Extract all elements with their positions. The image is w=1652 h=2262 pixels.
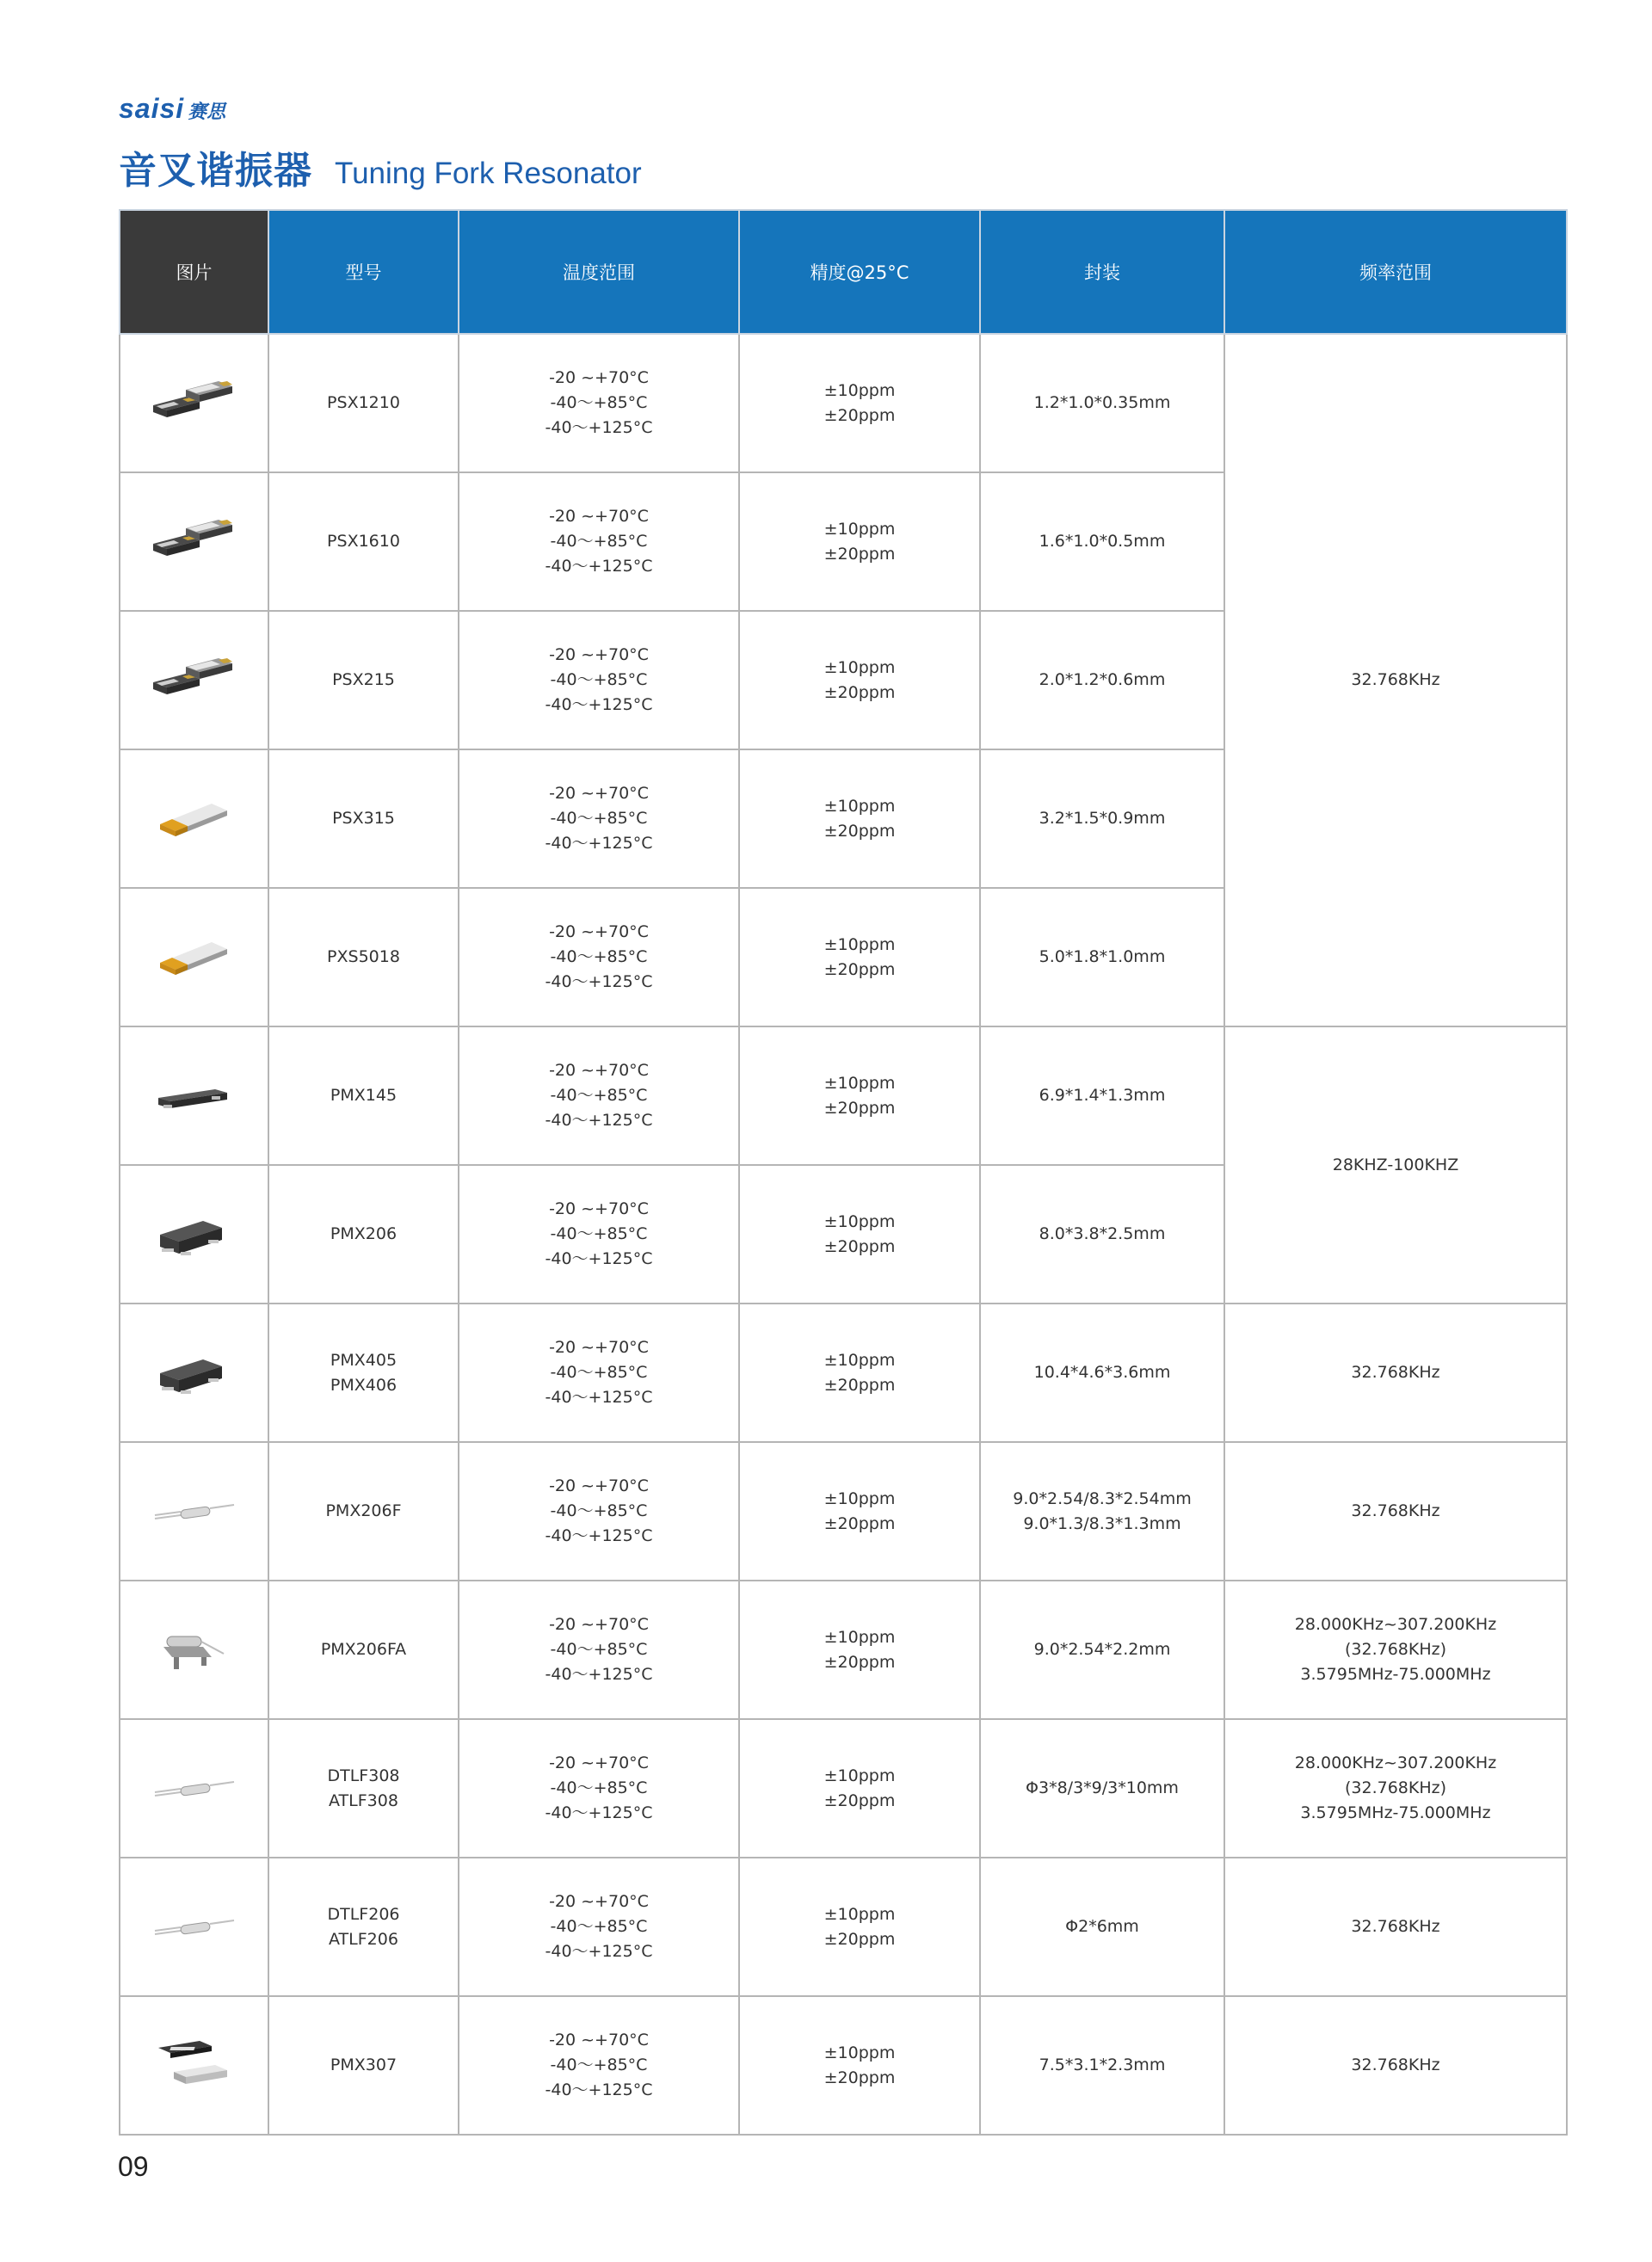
temperature-line: -40～+125°C: [545, 695, 653, 714]
table-row: [120, 1858, 1567, 1996]
package-cell: [980, 1719, 1224, 1858]
page-title: [119, 139, 642, 194]
package-line: 3.2*1.5*0.9mm: [1039, 809, 1166, 828]
table-row: [120, 1304, 1567, 1442]
temperature-line: -40～+85°C: [550, 1224, 648, 1243]
model-line: ATLF206: [329, 1929, 398, 1949]
header-accuracy: 精度@25°C: [739, 210, 980, 334]
accuracy-line: ±20ppm: [823, 959, 896, 979]
package-line: Φ2*6mm: [1065, 1917, 1139, 1936]
product-spec-table: [119, 209, 1568, 2136]
temperature-line: -20 ~+70°C: [549, 922, 649, 941]
product-image-cell: [120, 1165, 268, 1304]
model-cell: [268, 472, 459, 611]
plastic-smd-block-icon: [120, 1209, 268, 1260]
accuracy-cell: [739, 334, 980, 472]
cylinder-leaded-icon: [120, 1763, 268, 1815]
accuracy-line: ±20ppm: [823, 1098, 896, 1118]
model-line: PSX1210: [327, 393, 400, 412]
accuracy-line: ±10ppm: [823, 380, 896, 400]
accuracy-line: ±20ppm: [823, 2068, 896, 2087]
product-image-cell: [120, 611, 268, 749]
package-line: 2.0*1.2*0.6mm: [1039, 670, 1166, 689]
temperature-line: -40～+85°C: [550, 532, 648, 551]
frequency-line: 32.768KHz: [1351, 670, 1440, 689]
frequency-line: 28.000KHz~307.200KHz: [1294, 1615, 1497, 1634]
accuracy-line: ±20ppm: [823, 405, 896, 425]
accuracy-cell: [739, 1165, 980, 1304]
temperature-line: -40～+125°C: [545, 1665, 653, 1684]
temperature-cell: [459, 1026, 739, 1165]
temperature-line: -40～+125°C: [545, 1803, 653, 1822]
header-temperature: 温度范围: [459, 210, 739, 334]
temperature-line: -40～+125°C: [545, 1526, 653, 1545]
frequency-line: 28.000KHz~307.200KHz: [1294, 1754, 1497, 1772]
frequency-line: 32.768KHz: [1351, 1917, 1440, 1936]
model-line: DTLF308: [327, 1766, 400, 1785]
package-cell: [980, 1581, 1224, 1719]
package-cell: [980, 1165, 1224, 1304]
product-image-cell: [120, 749, 268, 888]
temperature-cell: [459, 1442, 739, 1581]
model-cell: [268, 1996, 459, 2135]
temperature-line: -40～+125°C: [545, 418, 653, 437]
cylinder-leaded-icon: [120, 1486, 268, 1538]
model-line: PXS5018: [327, 947, 400, 966]
cylinder-leaded-icon: [120, 1901, 268, 1953]
page-title-cn: 音叉谐振器: [119, 149, 312, 193]
package-line: 9.0*2.54/8.3*2.54mm: [1013, 1488, 1192, 1508]
company-logo: [119, 93, 225, 125]
temperature-cell: [459, 611, 739, 749]
temperature-line: -20 ~+70°C: [549, 1338, 649, 1357]
accuracy-line: ±20ppm: [823, 1652, 896, 1672]
package-line: 5.0*1.8*1.0mm: [1039, 947, 1166, 966]
product-image-cell: [120, 1996, 268, 2135]
frequency-line: (32.768KHz): [1344, 1778, 1447, 1797]
package-cell: [980, 1026, 1224, 1165]
package-line: 6.9*1.4*1.3mm: [1039, 1086, 1166, 1105]
model-cell: [268, 1304, 459, 1442]
logo-text-en: saisi: [119, 93, 185, 124]
model-line: DTLF206: [327, 1904, 400, 1924]
frequency-line: 32.768KHz: [1351, 1501, 1440, 1520]
model-line: PMX206: [330, 1224, 398, 1243]
table-row: [120, 1581, 1567, 1719]
package-cell: [980, 1996, 1224, 2135]
header-package: 封装: [980, 210, 1224, 334]
frequency-cell: [1224, 1304, 1567, 1442]
accuracy-cell: [739, 1026, 980, 1165]
package-cell: [980, 611, 1224, 749]
temperature-cell: [459, 1304, 739, 1442]
frequency-cell: [1224, 1858, 1567, 1996]
frequency-line: 32.768KHz: [1351, 1363, 1440, 1382]
accuracy-line: ±20ppm: [823, 1375, 896, 1395]
product-image-cell: [120, 1858, 268, 1996]
accuracy-cell: [739, 472, 980, 611]
frequency-cell: [1224, 1996, 1567, 2135]
temperature-line: -40～+125°C: [545, 557, 653, 576]
temperature-line: -40～+85°C: [550, 1363, 648, 1382]
model-cell: [268, 334, 459, 472]
temperature-line: -40～+125°C: [545, 2080, 653, 2099]
product-image-cell: [120, 888, 268, 1026]
temperature-line: -20 ~+70°C: [549, 1199, 649, 1218]
header-model: 型号: [268, 210, 459, 334]
package-cell: [980, 1442, 1224, 1581]
package-line: 9.0*1.3/8.3*1.3mm: [1023, 1513, 1181, 1533]
temperature-cell: [459, 1581, 739, 1719]
model-cell: [268, 1581, 459, 1719]
table-row: [120, 1026, 1567, 1165]
package-line: 7.5*3.1*2.3mm: [1039, 2056, 1166, 2074]
temperature-line: -40～+85°C: [550, 947, 648, 966]
plastic-smd-long-icon: [120, 1070, 268, 1122]
page-title-en: Tuning Fork Resonator: [335, 157, 642, 190]
package-line: Φ3*8/3*9/3*10mm: [1026, 1778, 1179, 1797]
model-line: PMX307: [330, 2056, 398, 2074]
temperature-line: -40～+85°C: [550, 393, 648, 412]
temperature-line: -40～+125°C: [545, 1249, 653, 1268]
package-cell: [980, 472, 1224, 611]
frequency-cell: [1224, 1026, 1567, 1304]
accuracy-line: ±10ppm: [823, 1350, 896, 1370]
package-cell: [980, 749, 1224, 888]
accuracy-cell: [739, 1996, 980, 2135]
product-image-cell: [120, 1719, 268, 1858]
accuracy-line: ±10ppm: [823, 1766, 896, 1785]
package-line: 8.0*3.8*2.5mm: [1039, 1224, 1166, 1243]
product-image-cell: [120, 334, 268, 472]
package-cell: [980, 1304, 1224, 1442]
model-line: PMX145: [330, 1086, 398, 1105]
product-image-cell: [120, 1026, 268, 1165]
plastic-smd-block-icon: [120, 1347, 268, 1399]
model-line: PMX405: [330, 1350, 398, 1370]
accuracy-cell: [739, 1858, 980, 1996]
accuracy-line: ±10ppm: [823, 657, 896, 677]
frequency-cell: [1224, 1581, 1567, 1719]
product-image-cell: [120, 472, 268, 611]
temperature-cell: [459, 888, 739, 1026]
model-cell: [268, 888, 459, 1026]
temperature-line: -40～+85°C: [550, 1917, 648, 1936]
temperature-line: -20 ~+70°C: [549, 784, 649, 803]
model-cell: [268, 1442, 459, 1581]
accuracy-line: ±10ppm: [823, 1904, 896, 1924]
model-cell: [268, 1026, 459, 1165]
accuracy-line: ±10ppm: [823, 1073, 896, 1093]
accuracy-line: ±10ppm: [823, 519, 896, 539]
temperature-line: -20 ~+70°C: [549, 1476, 649, 1495]
model-line: ATLF308: [329, 1790, 398, 1810]
frequency-cell: [1224, 1719, 1567, 1858]
table-header-row: [120, 210, 1567, 334]
package-line: 10.4*4.6*3.6mm: [1033, 1363, 1171, 1382]
frequency-line: 28KHZ-100KHZ: [1332, 1155, 1459, 1174]
model-cell: [268, 749, 459, 888]
frequency-cell: [1224, 1442, 1567, 1581]
package-cell: [980, 1858, 1224, 1996]
model-cell: [268, 1719, 459, 1858]
model-line: PMX206FA: [320, 1640, 407, 1659]
package-line: 1.6*1.0*0.5mm: [1039, 532, 1166, 551]
temperature-cell: [459, 1719, 739, 1858]
temperature-line: -20 ~+70°C: [549, 1754, 649, 1772]
accuracy-line: ±20ppm: [823, 1929, 896, 1949]
table-row: [120, 1996, 1567, 2135]
smd-crystal-small-icon: [120, 655, 268, 706]
temperature-line: -20 ~+70°C: [549, 645, 649, 664]
page-number: 09: [118, 2151, 149, 2182]
temperature-line: -20 ~+70°C: [549, 1061, 649, 1080]
temperature-line: -40～+85°C: [550, 809, 648, 828]
model-cell: [268, 1858, 459, 1996]
accuracy-cell: [739, 611, 980, 749]
temperature-cell: [459, 1165, 739, 1304]
model-cell: [268, 1165, 459, 1304]
temperature-line: -20 ~+70°C: [549, 507, 649, 526]
model-line: PSX1610: [327, 532, 400, 551]
accuracy-line: ±10ppm: [823, 1211, 896, 1231]
header-image: 图片: [120, 210, 268, 334]
frequency-line: 3.5795MHz-75.000MHz: [1300, 1665, 1491, 1684]
temperature-line: -20 ~+70°C: [549, 1615, 649, 1634]
smd-crystal-gold-icon: [120, 932, 268, 983]
accuracy-line: ±20ppm: [823, 682, 896, 702]
accuracy-line: ±10ppm: [823, 796, 896, 816]
temperature-line: -40～+125°C: [545, 834, 653, 853]
accuracy-line: ±10ppm: [823, 1627, 896, 1647]
temperature-cell: [459, 472, 739, 611]
accuracy-cell: [739, 888, 980, 1026]
ceramic-smd-icon: [120, 2036, 268, 2096]
accuracy-line: ±10ppm: [823, 934, 896, 954]
temperature-line: -40～+125°C: [545, 972, 653, 991]
temperature-line: -40～+85°C: [550, 2056, 648, 2074]
header-frequency: 频率范围: [1224, 210, 1567, 334]
smd-crystal-small-icon: [120, 516, 268, 568]
smd-crystal-gold-icon: [120, 793, 268, 845]
temperature-line: -40～+125°C: [545, 1388, 653, 1407]
package-cell: [980, 334, 1224, 472]
model-line: PMX206F: [325, 1501, 402, 1520]
product-image-cell: [120, 1581, 268, 1719]
table-row: [120, 1719, 1567, 1858]
model-cell: [268, 611, 459, 749]
temperature-line: -40～+85°C: [550, 1086, 648, 1105]
package-cell: [980, 888, 1224, 1026]
temperature-cell: [459, 1858, 739, 1996]
frequency-cell: [1224, 334, 1567, 1026]
temperature-line: -40～+125°C: [545, 1111, 653, 1130]
temperature-cell: [459, 334, 739, 472]
temperature-line: -40～+85°C: [550, 1501, 648, 1520]
accuracy-line: ±20ppm: [823, 1236, 896, 1256]
model-line: PMX406: [330, 1375, 398, 1395]
model-line: PSX315: [332, 809, 395, 828]
temperature-line: -20 ~+70°C: [549, 2031, 649, 2049]
temperature-line: -20 ~+70°C: [549, 1892, 649, 1911]
smd-crystal-small-icon: [120, 378, 268, 429]
model-line: PSX215: [332, 670, 395, 689]
logo-text-cn: 赛思: [188, 102, 226, 123]
product-image-cell: [120, 1304, 268, 1442]
temperature-cell: [459, 749, 739, 888]
accuracy-cell: [739, 1719, 980, 1858]
accuracy-line: ±20ppm: [823, 544, 896, 564]
product-image-cell: [120, 1442, 268, 1581]
accuracy-line: ±20ppm: [823, 1790, 896, 1810]
temperature-cell: [459, 1996, 739, 2135]
cylinder-bracket-icon: [120, 1624, 268, 1676]
accuracy-cell: [739, 1304, 980, 1442]
accuracy-cell: [739, 749, 980, 888]
package-line: 9.0*2.54*2.2mm: [1033, 1640, 1171, 1659]
accuracy-line: ±20ppm: [823, 1513, 896, 1533]
table-row: [120, 1442, 1567, 1581]
frequency-line: 32.768KHz: [1351, 2056, 1440, 2074]
temperature-line: -40～+85°C: [550, 1640, 648, 1659]
temperature-line: -20 ~+70°C: [549, 368, 649, 387]
accuracy-line: ±10ppm: [823, 1488, 896, 1508]
temperature-line: -40～+85°C: [550, 1778, 648, 1797]
accuracy-line: ±20ppm: [823, 821, 896, 841]
temperature-line: -40～+85°C: [550, 670, 648, 689]
package-line: 1.2*1.0*0.35mm: [1033, 393, 1171, 412]
frequency-line: 3.5795MHz-75.000MHz: [1300, 1803, 1491, 1822]
accuracy-line: ±10ppm: [823, 2043, 896, 2062]
temperature-line: -40～+125°C: [545, 1942, 653, 1961]
frequency-line: (32.768KHz): [1344, 1640, 1447, 1659]
table-row: [120, 334, 1567, 472]
accuracy-cell: [739, 1581, 980, 1719]
accuracy-cell: [739, 1442, 980, 1581]
